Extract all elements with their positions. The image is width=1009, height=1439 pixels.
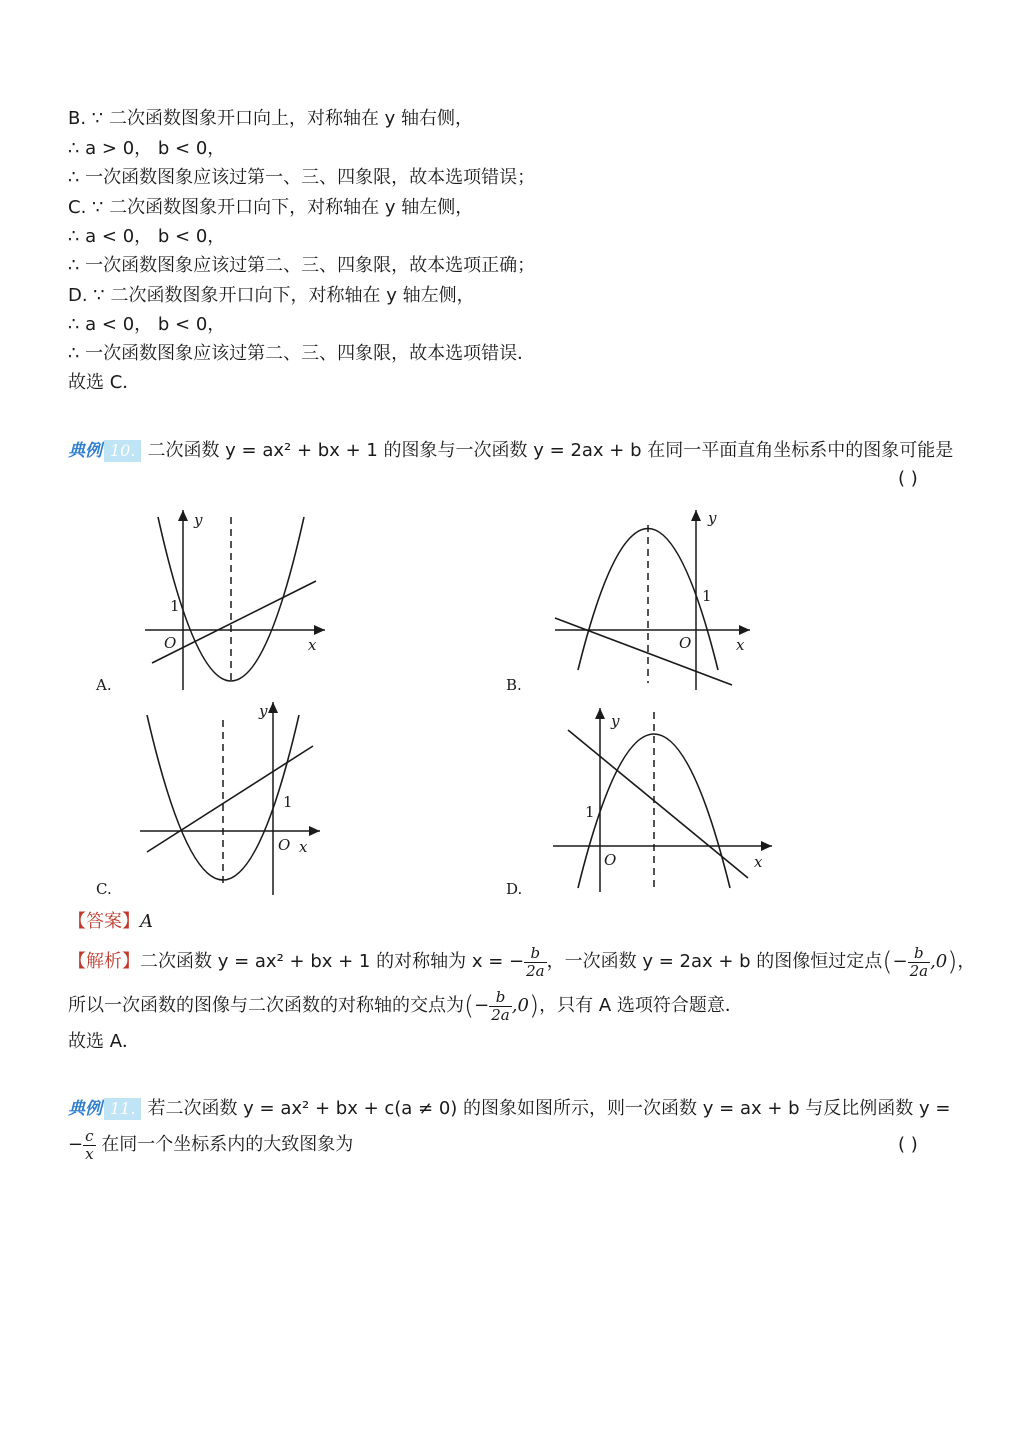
example-badge-number: 10. [104, 440, 141, 462]
x-axis-label: x [754, 853, 763, 871]
paren-close: ) [528, 991, 540, 1021]
paren-close: ) [947, 947, 958, 977]
solution-line: ∴ a < 0， b < 0， [68, 226, 226, 247]
analysis-text: 所以一次函数的图像与二次函数的对称轴的交点为 [68, 995, 464, 1016]
y-axis-label: y [611, 712, 620, 730]
intercept-label: 1 [702, 587, 712, 605]
analysis-text: ，只有 A 选项符合题意． [539, 995, 743, 1016]
example-badge [68, 438, 141, 464]
answer-label: 【答案】 [68, 911, 140, 932]
option-b-label: B. [506, 676, 522, 694]
solution-line: 故选 C． [68, 372, 141, 393]
paren-open: ( [464, 991, 475, 1021]
graph-option-a [130, 505, 330, 695]
fraction: $\frac{b}{2a}$ [491, 987, 510, 1024]
y-axis-label: y [708, 509, 717, 527]
x-axis-label: x [299, 838, 308, 856]
fraction: $\frac{c}{x}$ [85, 1126, 94, 1163]
solution-line: C. ∵ 二次函数图象开口向下，对称轴在 y 轴左侧， [68, 197, 474, 218]
answer-value: A [140, 911, 153, 932]
solution-line: B. ∵ 二次函数图象开口向上，对称轴在 y 轴右侧， [68, 108, 474, 129]
x-axis-label: x [308, 636, 317, 654]
solution-line: ∴ 一次函数图象应该过第二、三、四象限，故本选项错误． [68, 343, 536, 364]
question-text: 若二次函数 y = ax² + bx + c(a ≠ 0) 的图象如图所示，则一次函数 y = ax + b 与反比例函数 y = [147, 1098, 951, 1119]
solution-line: D. ∵ 二次函数图象开口向下，对称轴在 y 轴左侧， [68, 285, 475, 306]
graph-option-c [135, 700, 335, 900]
option-c-label: C. [96, 880, 112, 898]
question-text: 在同一个坐标系内的大致图象为 [101, 1134, 354, 1155]
analysis-line-2: 所以一次函数的图像与二次函数的对称轴的交点为(− $\frac{b}{2a}$ ,0)，只有 A 选项符合题意． [68, 987, 743, 1024]
option-a-label: A. [96, 676, 112, 694]
solution-line: ∴ 一次函数图象应该过第二、三、四象限，故本选项正确； [68, 255, 536, 276]
analysis-line-3: 故选 A． [68, 1031, 141, 1052]
paren-open: ( [882, 947, 893, 977]
question-text: 二次函数 y = ax² + bx + 1 的图象与一次函数 y = 2ax + b 在同一平面直角坐标系中的图象可能是 [147, 440, 954, 461]
example-badge-number: 11. [104, 1098, 141, 1120]
example-11-question-cont: − $\frac{c}{x}$ 在同一个坐标系内的大致图象为 [68, 1126, 354, 1163]
x-axis-label: x [736, 636, 745, 654]
graph-option-b [550, 505, 760, 695]
answer-blank: ( ) [898, 1134, 918, 1155]
solution-line: ∴ a < 0， b < 0， [68, 314, 226, 335]
fraction: $\frac{b}{2a}$ [909, 943, 929, 980]
origin-label: O [604, 851, 617, 869]
graph-option-d [550, 700, 780, 900]
y-axis-label: y [194, 511, 203, 529]
intercept-label: 1 [283, 793, 293, 811]
intercept-label: 1 [585, 803, 595, 821]
analysis-text: 二次函数 y = ax² + bx + 1 的对称轴为 x = − [140, 951, 525, 972]
example-10-question [68, 438, 953, 464]
analysis-label: 【解析】 [68, 951, 140, 972]
answer-line [68, 910, 153, 934]
intercept-label: 1 [170, 597, 180, 615]
solution-line: ∴ a > 0， b < 0， [68, 138, 226, 159]
origin-label: O [679, 634, 692, 652]
solution-line: ∴ 一次函数图象应该过第一、三、四象限，故本选项错误； [68, 167, 536, 188]
option-d-label: D. [506, 880, 523, 898]
answer-blank: ( ) [898, 468, 918, 489]
example-11-question [68, 1096, 950, 1122]
fraction: $\frac{b}{2a}$ [526, 943, 545, 980]
analysis-line-1: 【解析】二次函数 y = ax² + bx + 1 的对称轴为 x = − $\frac{b}{2a}$ ，一次函数 y = 2ax + b 的图像恒过定点(− $\frac{b}{2a}$ ,0)， [68, 943, 976, 980]
example-badge [68, 1096, 141, 1122]
origin-label: O [164, 634, 177, 652]
origin-label: O [278, 836, 291, 854]
example-badge-tag: 典例 [68, 1099, 102, 1119]
analysis-text: ，一次函数 y = 2ax + b 的图像恒过定点 [546, 951, 883, 972]
y-axis-label: y [259, 702, 268, 720]
example-badge-tag: 典例 [68, 441, 102, 461]
